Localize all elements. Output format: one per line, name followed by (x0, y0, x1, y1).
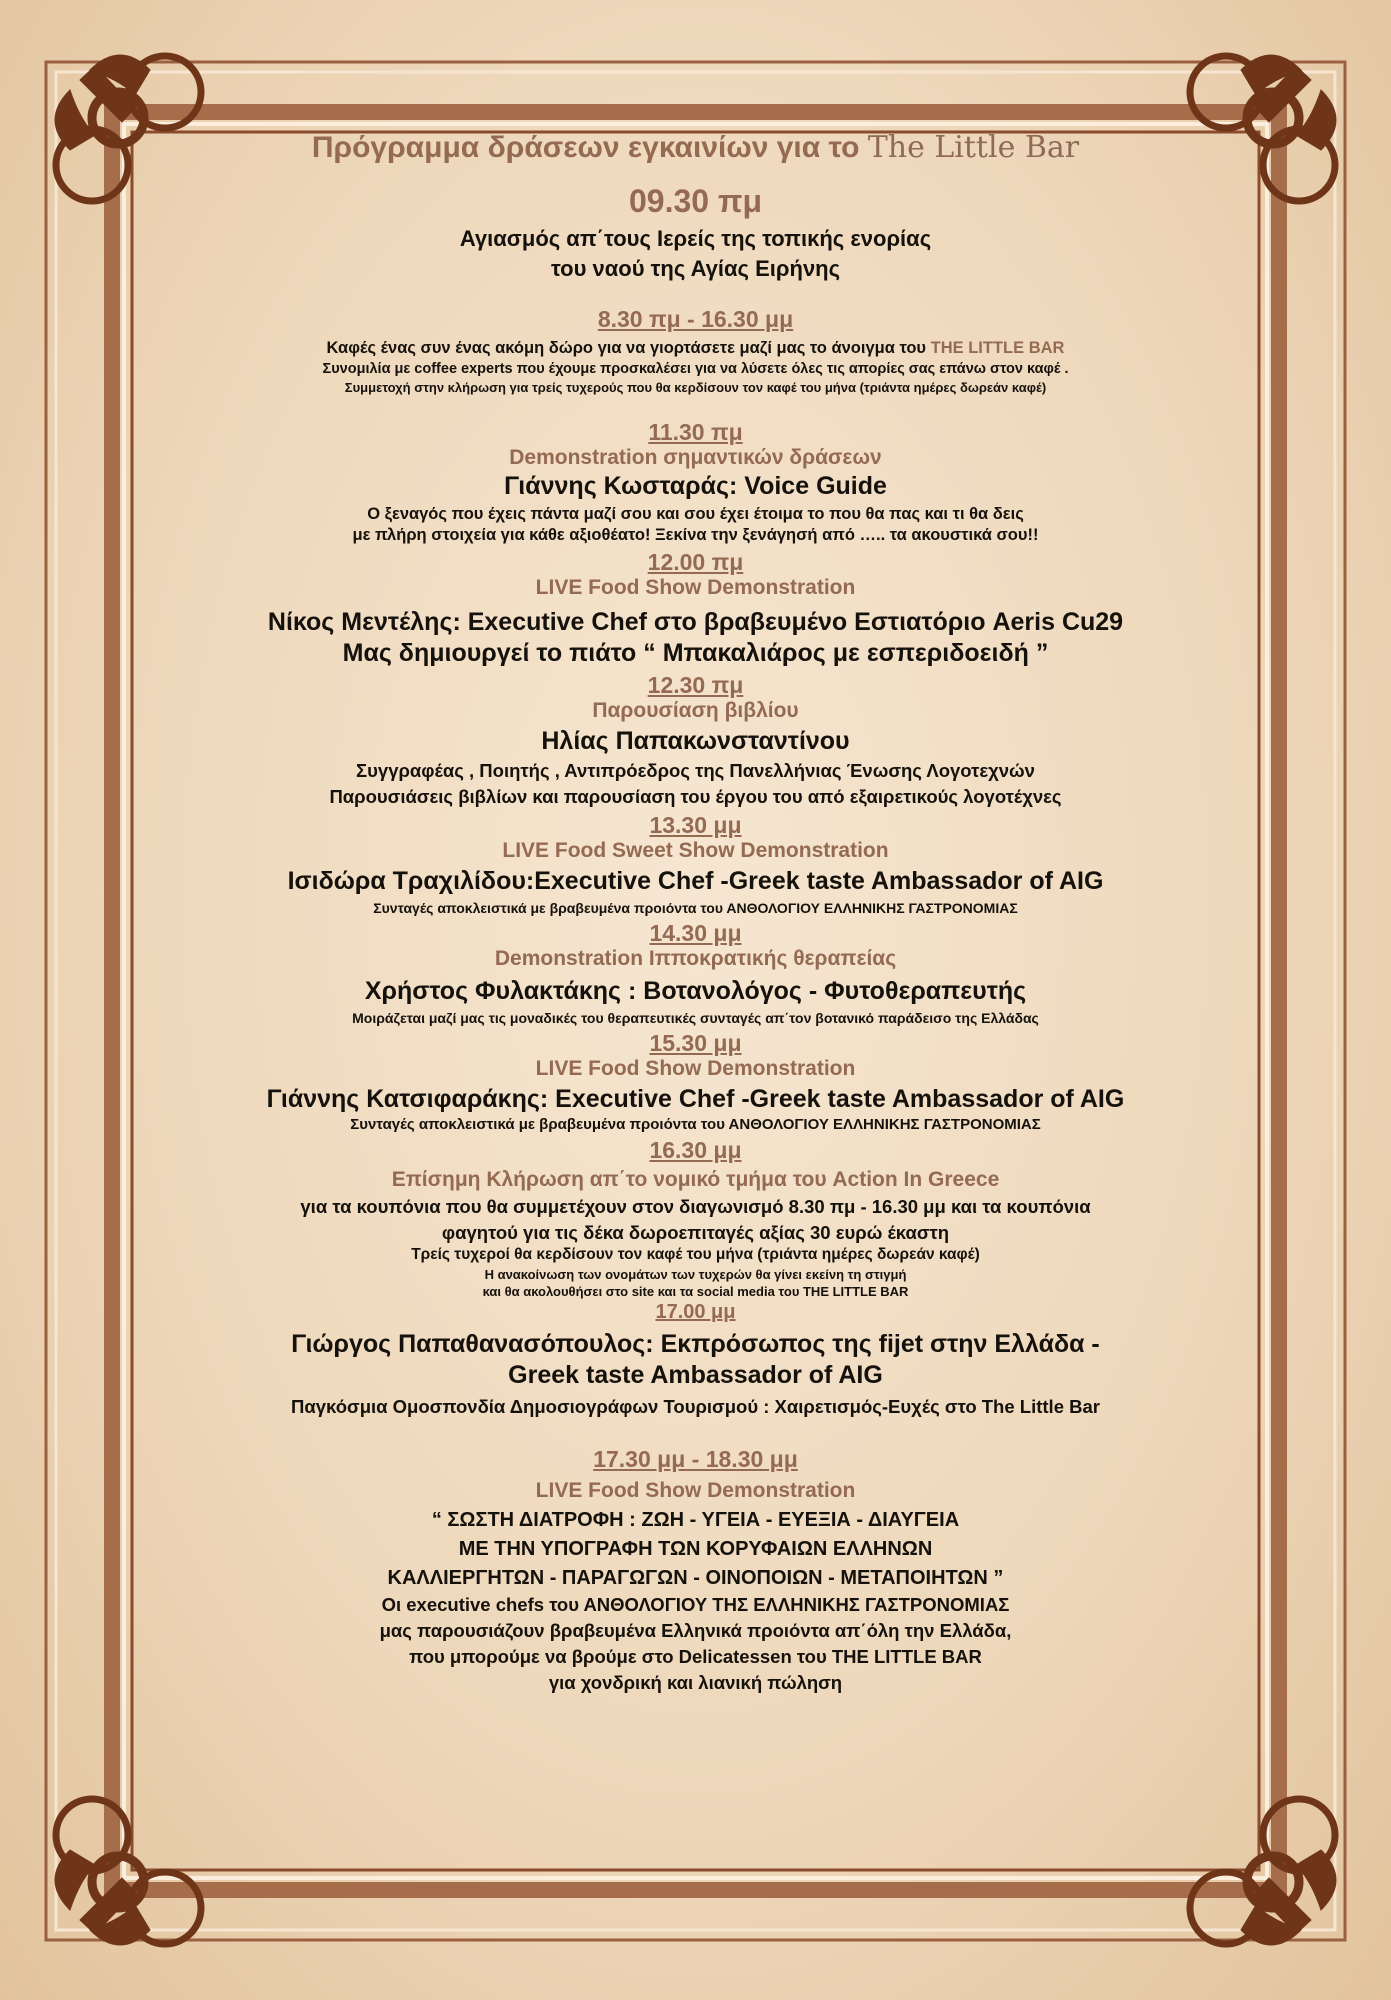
section-1330 (150, 812, 1241, 916)
event-name: Γιάννης Κωσταράς: Voice Guide (504, 472, 887, 500)
text-line: Συνταγές αποκλειστικά με βραβευμένα προιόντα του ΑΝΘΟΛΟΓΙΟΥ ΕΛΛΗΝΙΚΗΣ ΓΑΣΤΡΟΝΟΜΙΑΣ (373, 900, 1018, 916)
text-line: Συνταγές αποκλειστικά με βραβευμένα προιόντα του ΑΝΘΟΛΟΓΙΟΥ ΕΛΛΗΝΙΚΗΣ ΓΑΣΤΡΟΝΟΜΙΑΣ (350, 1116, 1041, 1133)
text-line: μας παρουσιάζουν βραβευμένα Ελληνικά προιόντα απ΄όλη την Ελλάδα, (379, 1620, 1012, 1641)
text-line: Ο ξεναγός που έχεις πάντα μαζί σου και σου έχει έτοιμα το που θα πας και τι θα δεις (367, 505, 1024, 523)
text-line: φαγητού για τις δέκα δωροεπιταγές αξίας 30 ευρώ έκαστη (441, 1222, 950, 1243)
text-line: Τρείς τυχεροί θα κερδίσουν τον καφέ του μήνα (τριάντα ημέρες δωρεάν καφέ) (411, 1246, 980, 1263)
text-line: που μπορούμε να βρούμε στο Delicatessen του THE LITTLE BAR (409, 1646, 982, 1667)
text-line: για τα κουπόνια που θα συμμετέχουν στον διαγωνισμό 8.30 πμ - 16.30 μμ και τα κουπόνια (300, 1196, 1091, 1217)
event-name: Γιάννης Κατσιφαράκης: Executive Chef -Greek taste Ambassador of AIG (266, 1085, 1125, 1113)
event-subtitle: LIVE Food Show Demonstration (535, 1057, 856, 1080)
text-line: Παγκόσμια Ομοσπονδία Δημοσιογράφων Τουρισμού : Χαιρετισμός-Ευχές στο The Little Bar (291, 1396, 1100, 1417)
time-label: 11.30 πμ (648, 419, 743, 445)
event-name: Χρήστος Φυλακτάκης : Βοτανολόγος - Φυτοθεραπευτής (364, 977, 1027, 1005)
time-label: 8.30 πμ - 16.30 μμ (597, 306, 794, 332)
text-line: ΜΕ ΤΗΝ ΥΠΟΓΡΑΦΗ ΤΩΝ ΚΟΡΥΦΑΙΩΝ ΕΛΛΗΝΩΝ (458, 1538, 933, 1560)
section-1530 (150, 1030, 1241, 1133)
text-line: Συμμετοχή στην κλήρωση για τρείς τυχερούς που θα κερδίσουν τον καφέ του μήνα (τριάντα ημέρες δωρεάν καφέ) (344, 380, 1047, 395)
section-1700 (150, 1301, 1241, 1418)
text-line: με πλήρη στοιχεία για κάθε αξιοθέατο! Ξεκίνα την ξενάγησή από ….. τα ακουστικά σου!! (352, 526, 1039, 544)
event-name: Ηλίας Παπακωνσταντίνου (541, 727, 850, 755)
text-line: Η ανακοίνωση των ονομάτων των τυχερών θα γίνει εκείνη τη στιγμή (484, 1267, 907, 1282)
text-line: Μοιράζεται μαζί μας τις μοναδικές του θεραπευτικές συνταγές απ΄τον βοτανικό παράδεισο της Ελλάδας (352, 1010, 1039, 1026)
time-label: 12.30 πμ (647, 672, 744, 698)
time-label: 12.00 πμ (647, 549, 744, 575)
section-1200 (150, 549, 1241, 668)
corner-bottom-left (55, 1799, 201, 1945)
text-line: Greek taste Ambassador of AIG (508, 1361, 883, 1389)
time-label: 17.30 μμ - 18.30 μμ (593, 1446, 798, 1472)
corner-bottom-right (1190, 1799, 1336, 1945)
event-subtitle: Παρουσίαση βιβλίου (592, 699, 799, 722)
section-blessing (150, 183, 1241, 282)
event-subtitle: LIVE Food Sweet Show Demonstration (502, 839, 889, 862)
text-line: και θα ακολουθήσει στο site και τα social media του THE LITTLE BAR (482, 1284, 909, 1299)
time-label: 14.30 μμ (649, 920, 742, 946)
time-label: 15.30 μμ (649, 1030, 742, 1056)
event-subtitle: LIVE Food Show Demonstration (535, 1479, 856, 1502)
section-1130 (150, 419, 1241, 545)
event-subtitle: Επίσημη Κλήρωση απ΄το νομικό τμήμα του Action In Greece (391, 1168, 1000, 1191)
text-line: για χονδρική και λιανική πώληση (548, 1672, 843, 1693)
text-line: ΚΑΛΛΙΕΡΓΗΤΩΝ - ΠΑΡΑΓΩΓΩΝ - ΟΙΝΟΠΟΙΩΝ - ΜΕΤΑΠΟΙΗΤΩΝ ” (387, 1567, 1004, 1589)
text-line: Αγιασμός απ΄τους Ιερείς της τοπικής ενορίας (459, 226, 932, 251)
text-line: του ναού της Αγίας Ειρήνης (550, 256, 841, 281)
section-1630 (150, 1137, 1241, 1299)
event-subtitle: Demonstration Ιπποκρατικής θεραπείας (494, 947, 897, 970)
page-title: Πρόγραμμα δράσεων εγκαινίων για το The Little Bar (311, 130, 1080, 165)
section-1230 (150, 672, 1241, 808)
event-subtitle: Demonstration σημαντικών δράσεων (509, 446, 882, 469)
section-coffee (150, 306, 1241, 395)
program-content (150, 130, 1241, 1694)
time-label: 13.30 μμ (649, 812, 742, 838)
time-label: 16.30 μμ (649, 1137, 742, 1163)
text-line: Συνομιλία με coffee experts που έχουμε προσκαλέσει για να λύσετε όλες τις απορίες σας επάνω στον καφέ . (322, 361, 1069, 377)
text-line: Παρουσιάσεις βιβλίων και παρουσίαση του έργου του από εξαιρετικούς λογοτέχνες (329, 786, 1062, 807)
section-1730 (150, 1446, 1241, 1694)
venue-name: The Little Bar (867, 130, 1080, 165)
text-line: Καφές ένας συν ένας ακόμη δώρο για να γιορτάσετε μαζί μας το άνοιγμα του THE LITTLE BAR (326, 339, 1065, 357)
section-1430 (150, 920, 1241, 1026)
text-line: Συγγραφέας , Ποιητής , Αντιπρόεδρος της Πανελλήνιας Ένωσης Λογοτεχνών (356, 760, 1035, 781)
event-name: Νίκος Μεντέλης: Executive Chef στο βραβευμένο Εστιατόριο Aeris Cu29 (267, 608, 1124, 636)
time-label: 17.00 μμ (655, 1301, 736, 1323)
event-subtitle: LIVE Food Show Demonstration (535, 576, 856, 599)
event-name: Γιώργος Παπαθανασόπουλος: Εκπρόσωπος της fijet στην Ελλάδα - (291, 1330, 1100, 1358)
text-line: “ ΣΩΣΤΗ ΔΙΑΤΡΟΦΗ : ΖΩΗ - ΥΓΕΙΑ - ΕΥΕΞΙΑ - ΔΙΑΥΓΕΙΑ (431, 1509, 960, 1531)
event-name: Ισιδώρα Τραχιλίδου:Executive Chef -Greek taste Ambassador of AIG (287, 867, 1104, 895)
text-line: Οι executive chefs του ΑΝΘΟΛΟΓΙΟΥ ΤΗΣ ΕΛΛΗΝΙΚΗΣ ΓΑΣΤΡΟΝΟΜΙΑΣ (381, 1594, 1010, 1615)
time-label: 09.30 πμ (628, 183, 763, 219)
text-line: Μας δημιουργεί το πιάτο “ Μπακαλιάρος με εσπεριδοειδή ” (342, 639, 1049, 667)
